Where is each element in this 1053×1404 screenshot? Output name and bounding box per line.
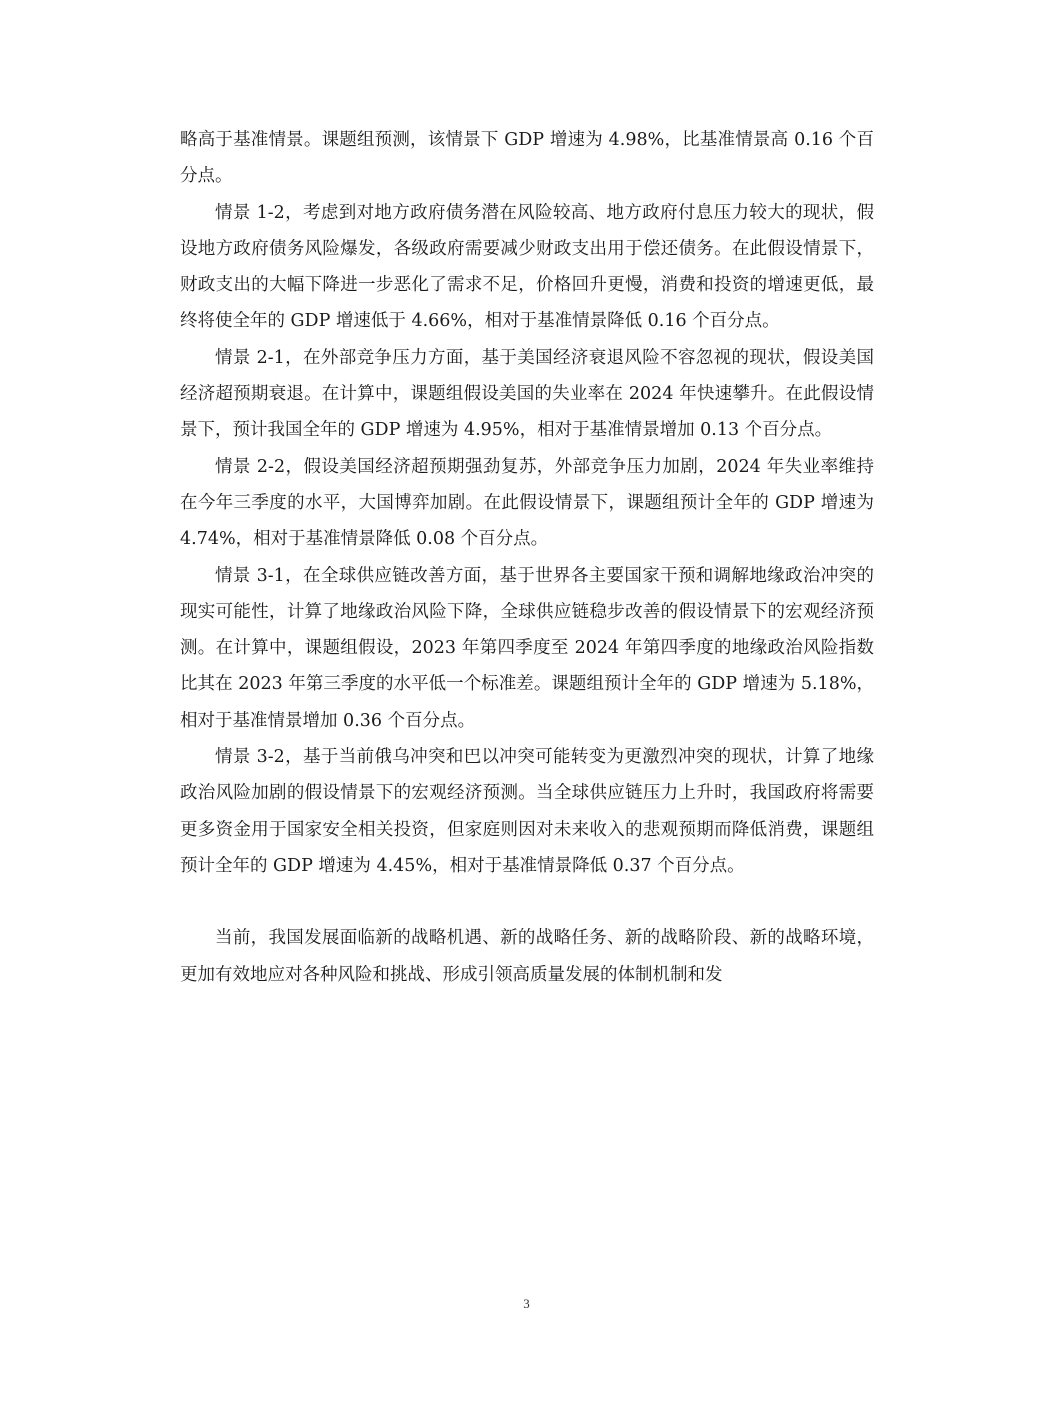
page-number: 3: [523, 1296, 530, 1311]
paragraph-2: 情景 1-2，考虑到对地方政府债务潜在风险较高、地方政府付息压力较大的现状，假设地方政府债务风险爆发，各级政府需要减少财政支出用于偿还债务。在此假设情景下，财政支出的大幅下降进一步恶化了需求不足，价格回升更慢，消费和投资的增速更低，最终将使全年的 GDP 增速低于 4.66%，相对于基准情景降低 0.16 个百分点。: [180, 202, 874, 332]
paragraph-5: 情景 3-1，在全球供应链改善方面，基于世界各主要国家干预和调解地缘政治冲突的现实可能性，计算了地缘政治风险下降，全球供应链稳步改善的假设情景下的宏观经济预测。在计算中，课题组假设，2023 年第四季度至 2024 年第四季度的地缘政治风险指数比其在 2023 年第三季度的水平低一个标准差。课题组预计全年的 GDP 增速为 5.18%，相对于基准情景增加 0.36 个百分点。: [180, 565, 874, 731]
paragraph-6: 情景 3-2，基于当前俄乌冲突和巴以冲突可能转变为更激烈冲突的现状，计算了地缘政治风险加剧的假设情景下的宏观经济预测。当全球供应链压力上升时，我国政府将需要更多资金用于国家安全相关投资，但家庭则因对未来收入的悲观预期而降低消费，课题组预计全年的 GDP 增速为 4.45%，相对于基准情景降低 0.37 个百分点。: [180, 747, 874, 876]
paragraph-4: 情景 2-2，假设美国经济超预期强劲复苏，外部竞争压力加剧，2024 年失业率维持在今年三季度的水平，大国博弈加剧。在此假设情景下，课题组预计全年的 GDP 增速为 4.74%，相对于基准情景降低 0.08 个百分点。: [180, 456, 874, 550]
body-text: [180, 122, 874, 993]
paragraph-1: 略高于基准情景。课题组预测，该情景下 GDP 增速为 4.98%，比基准情景高 0.16 个百分点。: [180, 130, 874, 187]
paragraph-7: 当前，我国发展面临新的战略机遇、新的战略任务、新的战略阶段、新的战略环境，更加有效地应对各种风险和挑战、形成引领高质量发展的体制机制和发: [180, 928, 874, 985]
paragraph-3: 情景 2-1，在外部竞争压力方面，基于美国经济衰退风险不容忽视的现状，假设美国经济超预期衰退。在计算中，课题组假设美国的失业率在 2024 年快速攀升。在此假设情景下，预计我国全年的 GDP 增速为 4.95%，相对于基准情景增加 0.13 个百分点。: [180, 347, 874, 441]
